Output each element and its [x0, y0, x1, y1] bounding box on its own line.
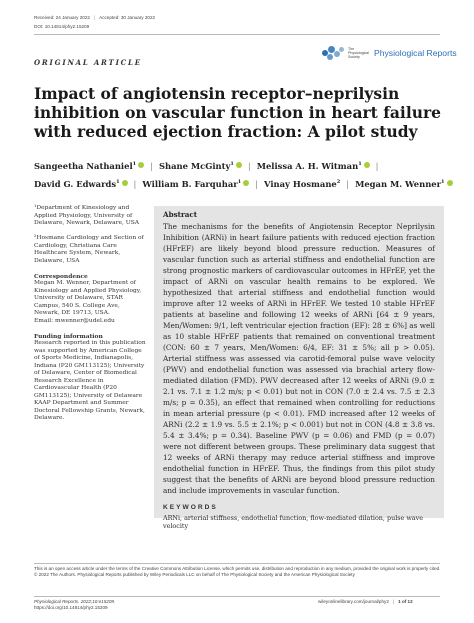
correspondence-text: Megan M. Wenner, Department of Kinesiology and Applied Physiology, University of Delaware, STAR Campus, 540 S. College Ave, Newark, DE 19713, USA. Email: mwenner@udel.edu — [34, 280, 142, 324]
article-type: ORIGINAL ARTICLE — [34, 58, 142, 67]
society-name: The Physiological Society — [348, 47, 369, 59]
author[interactable]: William B. Farquhar$^1$ — [142, 179, 249, 189]
funding-heading: Funding information — [34, 332, 103, 340]
author[interactable]: Megan M. Wenner$^1$ — [355, 179, 452, 189]
orcid-icon[interactable] — [138, 162, 144, 168]
top-divider — [34, 34, 440, 35]
society-logo-icon — [322, 44, 346, 62]
author[interactable]: Sangeetha Nathaniel$^1$ — [34, 161, 144, 171]
footer-url-link[interactable]: wileyonlinelibrary.com/journal/phy2 — [318, 599, 389, 604]
orcid-icon[interactable] — [122, 180, 128, 186]
received-date: Received: 24 January 2022 — [34, 15, 90, 20]
footer-doi-link[interactable]: https://doi.org/10.14814/phy2.15209 — [34, 605, 108, 611]
keywords-text: ARNi, arterial stiffness, endothelial function, flow-mediated dilation, pulse wave velocity — [163, 514, 424, 530]
abstract-text: The mechanisms for the benefits of Angiotensin Receptor Neprilysin Inhibition (ARNi) in heart failure patients with reduced ejection fraction (HFrEF) are likely beyond blood pressure reduction. Measures of vascular function such as arterial stiffness and endothelial function are strong prognostic markers of cardiovascular outcomes in HFrEF, yet the impact of ARNi on vascular health remains to be explored. We hypothesized that arterial stiffness and endothelial function would improve after 12 weeks of ARNi in HFrEF. We tested 10 stable HFrEF patients at baseline and following 12 weeks of ARNi [64 ± 9 years, Men/Women: 9/1, left ventricular ejection fraction (EF): 28 ± 6%] as well as 10 stable HFrEF patients that remained on conventional treatment (CON: 60 ± 7 years, Men/Women: 6/4, EF: 31 ± 5%; all p > 0.05). Arterial stiffness was assessed via carotid-femoral pulse wave velocity (PWV) and endothelial function was assessed via brachial artery flow-mediated dilation (FMD). PWV decreased after 12 weeks of ARNi (9.0 ± 2.1 vs. 7.1 ± 1.2 m/s; p < 0.01) but not in CON (7.0 ± 2.4 vs. 7.5 ± 2.3 m/s; p = 0.35), an effect that remained when controlling for reductions in mean arterial pressure (p < 0.01). FMD increased after 12 weeks of ARNi (2.2 ± 1.9 vs. 5.5 ± 2.1%; p < 0.001) but not in CON (4.8 ± 3.8 vs. 5.4 ± 3.4%; p = 0.34). Baseline PWV (p = 0.06) and FMD (p = 0.07) were not different between groups. These preliminary data suggest that 12 weeks of ARNi therapy may reduce arterial stiffness and improve endothelial function in HFrEF. Thus, the findings from this pilot study suggest that the benefits of ARNi are beyond blood pressure reduction and include improvements in vascular function. — [163, 222, 435, 495]
orcid-icon[interactable] — [364, 162, 370, 168]
correspondence-heading: Correspondence — [34, 272, 88, 280]
author[interactable]: Melissa A. H. Witman$^1$ — [257, 161, 370, 171]
author-line-2: David G. Edwards$^1$ | William B. Farquhar$^1$ | Vinay Hosmane$^2$ | Megan M. Wenner$^1$ — [34, 174, 454, 192]
accepted-date: Accepted: 30 January 2022 — [99, 15, 156, 20]
abstract-heading: Abstract — [163, 210, 198, 219]
bottom-divider — [34, 563, 440, 564]
funding-text: Research reported in this publication was supported by American College of Sports Medicine, Indianapolis, Indiana (P20 GM113125); University of Delaware, Center of Biomedical Research Excellence in Cardiovascular Health (P20 GM113125); University of Delaware KAAP Department and Summer Doctoral Fellowship Grants, Newark, Delaware. — [34, 340, 146, 421]
page-number: 1 of 12 — [398, 599, 413, 604]
abstract-box — [154, 206, 444, 530]
license-text: This is an open access article under the terms of the Creative Commons Attribution License, which permits use, distribution and reproduction in any medium, provided the original work is properly cited. © 2022 The Authors. Physiological Reports published by Wiley Periodicals LLC on behalf of The Physiological Society and the American Physiological Society — [34, 566, 441, 578]
author-line-1: Sangeetha Nathaniel$^1$ | Shane McGinty$^1$ | Melissa A. H. Witman$^1$ | — [34, 160, 379, 171]
journal-name: Physiological Reports — [374, 48, 457, 58]
author[interactable]: Shane McGinty$^1$ — [159, 161, 242, 171]
footer-journal-line: Physiological Reports. 2022;10:e15209. — [34, 599, 116, 604]
article-sidebar — [34, 205, 146, 430]
dates-line: Received: 24 January 2022 | Accepted: 30 January 2022 — [34, 15, 156, 20]
footer-right: wileyonlinelibrary.com/journal/phy2 | 1 of 12 — [318, 599, 413, 604]
footer-citation — [34, 599, 115, 611]
affiliation-1: ¹Department of Kinesiology and Applied Physiology, University of Delaware, Newark, Delaware, USA — [34, 205, 139, 226]
author[interactable]: Vinay Hosmane$^2$ — [264, 179, 341, 190]
orcid-icon[interactable] — [236, 162, 242, 168]
affiliation-2: ²Hosmane Cardiology and Section of Cardiology, Christiana Care Healthcare System, Newark, Delaware, USA — [34, 235, 144, 264]
journal-logo[interactable] — [322, 44, 457, 62]
keywords-heading: KEYWORDS — [163, 504, 218, 511]
author-list — [34, 156, 454, 193]
orcid-icon[interactable] — [447, 180, 453, 186]
footer-divider — [34, 596, 440, 597]
orcid-icon[interactable] — [243, 180, 249, 186]
article-title: Impact of angiotensin receptor–neprilysin inhibition on vascular function in heart failure with reduced ejection fraction: A pilot study — [34, 84, 442, 141]
doi-line[interactable]: DOI: 10.14814/phy2.15209 — [34, 24, 90, 29]
author[interactable]: David G. Edwards$^1$ — [34, 179, 128, 189]
